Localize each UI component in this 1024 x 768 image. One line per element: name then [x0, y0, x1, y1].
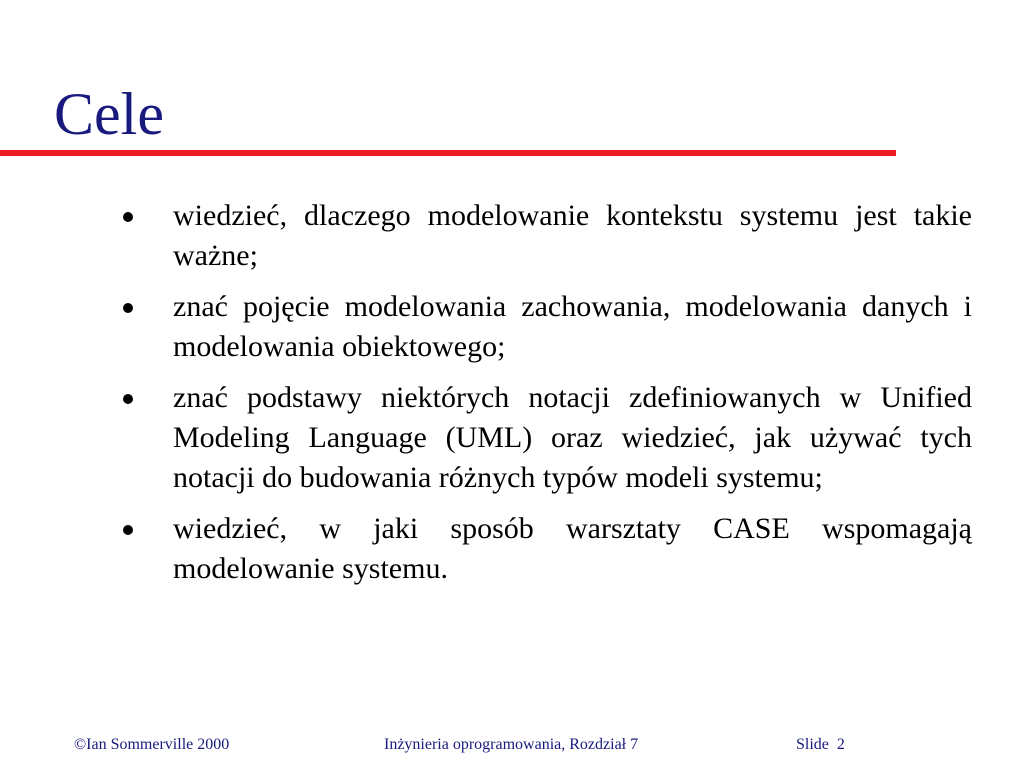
bullet-text: wiedzieć, dlaczego modelowanie kontekstu systemu jest takie ważne; — [173, 199, 972, 272]
slide-title: Cele — [54, 81, 164, 147]
footer-course: Inżynieria oprogramowania, Rozdział 7 — [384, 736, 639, 753]
bullet-text: wiedzieć, w jaki sposób warsztaty CASE wspomagają modelowanie systemu. — [173, 512, 972, 585]
bullet-item — [118, 509, 972, 589]
footer-copyright: ©Ian Sommerville 2000 — [74, 736, 230, 753]
bullet-item — [118, 196, 972, 276]
bullet-dot-icon — [123, 303, 133, 313]
bullet-dot-icon — [123, 212, 133, 222]
title-underline — [0, 150, 896, 156]
bullet-dot-icon — [123, 525, 133, 535]
footer-slide-number: Slide 2 — [796, 736, 845, 753]
bullet-text: znać pojęcie modelowania zachowania, modelowania danych i modelowania obiektowego; — [173, 290, 972, 363]
bullet-dot-icon — [123, 394, 133, 404]
bullet-item — [118, 378, 972, 498]
bullet-text: znać podstawy niektórych notacji zdefiniowanych w Unified Modeling Language (UML) oraz wiedzieć, jak używać tych notacji do budowania różnych typów modeli systemu; — [173, 381, 972, 494]
bullet-list — [118, 196, 972, 600]
bullet-item — [118, 287, 972, 367]
